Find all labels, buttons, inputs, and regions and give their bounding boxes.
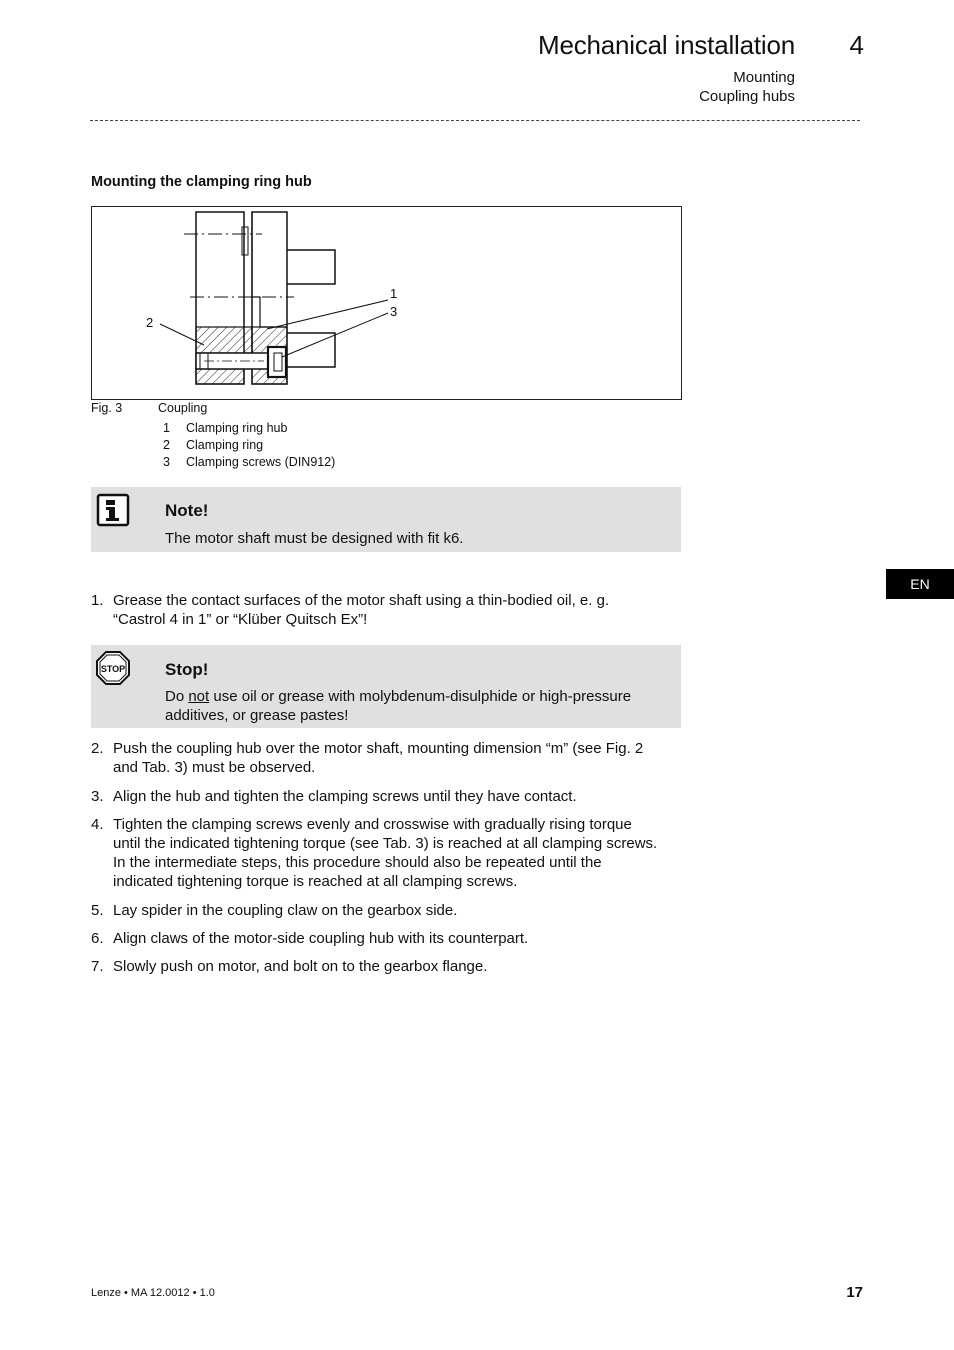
coupling-drawing [92,207,683,401]
language-tab-en: EN [886,569,954,599]
page-number: 17 [846,1284,863,1301]
figure-legend [163,421,463,472]
note-title: Note! [165,501,209,520]
step-number: 4. [91,816,104,833]
legend-item [163,421,463,438]
subsection-mounting: Mounting [733,69,795,86]
chapter-number: 4 [849,30,864,60]
legend-text: Clamping ring [186,438,264,452]
step-line: Tighten the clamping screws evenly and crosswise with gradually rising torque [113,816,632,833]
step-line: In the intermediate steps, this procedure should also be repeated until the [113,854,602,871]
section-heading: Mounting the clamping ring hub [91,174,312,190]
stop-text-rest: use oil or grease with molybdenum-disulphide or high-pressure [209,688,632,705]
legend-item [163,455,463,472]
note-text: The motor shaft must be designed with fit k6. [165,530,464,547]
step-line: until the indicated tightening torque (see Tab. 3) is reached at all clamping screws. [113,835,658,852]
chapter-title: Mechanical installation [538,30,795,60]
figure-label: Fig. 3 [91,401,123,415]
step-line: Slowly push on motor, and bolt on to the gearbox flange. [113,958,488,975]
step-line: indicated tightening torque is reached at all clamping screws. [113,873,518,890]
coupling-figure [91,206,682,400]
subsection-coupling-hubs: Coupling hubs [699,88,795,105]
step-number: 6. [91,930,104,947]
step-line: Align the hub and tighten the clamping screws until they have contact. [113,788,577,805]
step-number: 3. [91,788,104,805]
step-line: Lay spider in the coupling claw on the gearbox side. [113,902,458,919]
legend-number: 3 [163,455,170,469]
stop-icon [96,651,130,685]
stop-title: Stop! [165,660,209,679]
step-line: and Tab. 3) must be observed. [113,759,316,776]
callout-label-3: 3 [390,304,398,319]
step-number: 2. [91,740,104,757]
step-line: Push the coupling hub over the motor shaft, mounting dimension “m” (see Fig. 2 [113,740,644,757]
callout-label-1: 1 [390,286,398,301]
callout-label-2: 2 [146,315,154,330]
legend-number: 1 [163,421,170,435]
figure-title: Coupling [158,401,208,415]
step-line: “Castrol 4 in 1” or “Klüber Quitsch Ex”! [113,611,368,628]
footer-document-id: Lenze • MA 12.0012 • 1.0 [91,1287,215,1299]
legend-item [163,438,463,455]
stop-box [91,645,681,728]
header-divider [90,120,860,121]
stop-text-prefix: Do [165,688,189,705]
stop-text-emphasis: not [188,688,210,705]
step-line: Grease the contact surfaces of the motor shaft using a thin-bodied oil, e. g. [113,592,610,609]
svg-text:STOP: STOP [100,664,126,674]
step-number: 5. [91,902,104,919]
step-number: 7. [91,958,104,975]
step-number: 1. [91,592,104,609]
note-box [91,487,681,552]
step-line: Align claws of the motor-side coupling hub with its counterpart. [113,930,529,947]
legend-text: Clamping screws (DIN912) [186,455,336,469]
stop-text-line2: additives, or grease pastes! [165,707,349,724]
stop-text [165,687,670,725]
legend-text: Clamping ring hub [186,421,288,435]
legend-number: 2 [163,438,170,452]
info-icon [96,493,130,527]
